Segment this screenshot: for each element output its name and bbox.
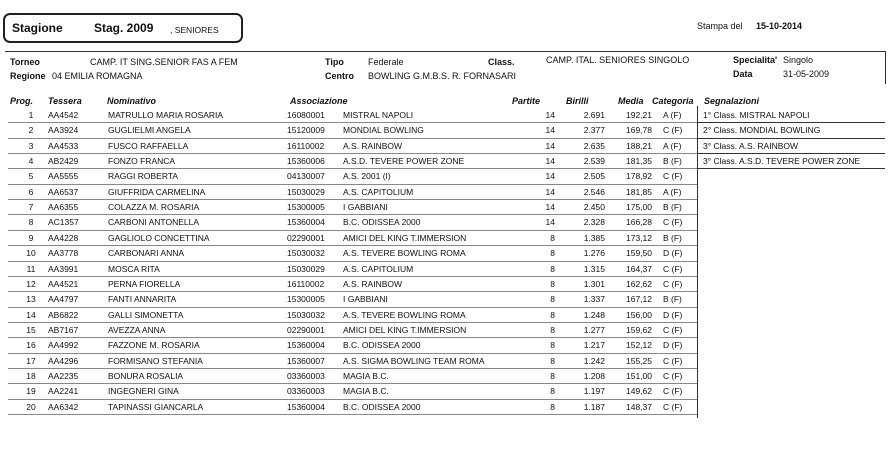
cell-nome: CARBONI ANTONELLA	[108, 217, 200, 228]
cell-cat: A (F)	[663, 110, 682, 120]
cell-prog: 19	[26, 386, 36, 397]
table-row	[8, 231, 688, 245]
cell-prog: 4	[28, 156, 34, 167]
cell-code: 02290001	[287, 232, 325, 243]
cell-code: 02290001	[287, 324, 325, 335]
cell-cat: B (F)	[663, 232, 682, 243]
cell-birilli: 1.385	[583, 232, 605, 243]
cell-birilli: 1.337	[583, 294, 605, 305]
cell-tessera: AA6342	[48, 401, 79, 412]
table-row	[8, 139, 688, 153]
cell-assoc: I GABBIANI	[343, 294, 388, 305]
cell-assoc: B.C. ODISSEA 2000	[343, 217, 421, 228]
segnalazione-item: 2° Class. MONDIAL BOWLING	[703, 125, 821, 136]
cell-tessera: AA4992	[48, 340, 79, 351]
table-row	[8, 262, 688, 276]
cell-code: 15360007	[287, 355, 325, 366]
class-value: CAMP. ITAL. SENIORES SINGOLO	[546, 55, 690, 65]
col-associazione: Associazione	[290, 96, 348, 106]
class-label: Class.	[488, 57, 515, 67]
cell-partite: 14	[545, 110, 555, 120]
cell-assoc: AMICI DEL KING T.IMMERSION	[343, 324, 467, 335]
cell-prog: 17	[26, 355, 36, 366]
col-partite: Partite	[512, 96, 541, 106]
cell-prog: 2	[28, 125, 34, 136]
cell-partite: 14	[545, 140, 555, 151]
cell-tessera: AA4296	[48, 355, 79, 366]
table-row	[8, 323, 688, 337]
cell-nome: FAZZONE M. ROSARIA	[108, 340, 200, 351]
cell-nome: FONZO FRANCA	[108, 156, 176, 167]
col-nominativo: Nominativo	[107, 96, 157, 106]
cell-assoc: AMICI DEL KING T.IMMERSION	[343, 232, 467, 243]
cell-prog: 7	[28, 202, 34, 213]
cell-birilli: 2.505	[583, 171, 605, 182]
cell-nome: GIUFFRIDA CARMELINA	[108, 186, 206, 197]
table-row	[8, 277, 688, 291]
print-label: Stampa del	[697, 21, 743, 31]
cell-birilli: 1.277	[583, 324, 605, 335]
cell-cat: C (F)	[663, 355, 683, 366]
cell-birilli: 2.539	[583, 156, 605, 167]
cell-cat: C (F)	[663, 324, 683, 335]
cell-partite: 8	[550, 340, 555, 351]
cell-cat: B (F)	[663, 202, 682, 213]
cell-media: 181,35	[626, 156, 652, 167]
table-row	[8, 169, 688, 183]
table-row	[8, 185, 688, 199]
print-date: 15-10-2014	[756, 21, 803, 31]
col-tessera: Tessera	[48, 96, 82, 106]
cell-cat: B (F)	[663, 156, 682, 167]
cell-tessera: AA2241	[48, 386, 79, 397]
cell-cat: C (F)	[663, 217, 683, 228]
cell-prog: 8	[28, 217, 34, 228]
cell-partite: 8	[550, 355, 555, 366]
cell-partite: 8	[550, 278, 555, 289]
table-row	[8, 384, 688, 398]
cell-birilli: 2.450	[583, 202, 605, 213]
cell-birilli: 2.635	[583, 140, 605, 151]
info-top-rule	[5, 51, 885, 52]
cell-nome: INGEGNERI GINA	[108, 386, 179, 397]
tipo-label: Tipo	[325, 57, 344, 67]
cell-media: 175,00	[626, 202, 652, 213]
centro-label: Centro	[325, 71, 354, 81]
cell-assoc: A.S. 2001 (I)	[343, 171, 391, 182]
table-row	[8, 400, 688, 414]
cell-tessera: AB2429	[48, 156, 79, 167]
cell-code: 15300005	[287, 294, 325, 305]
cell-partite: 8	[550, 370, 555, 381]
cell-prog: 3	[28, 140, 34, 151]
season-category: , SENIORES	[170, 25, 219, 35]
cell-assoc: A.S. CAPITOLIUM	[343, 186, 414, 197]
cell-assoc: MISTRAL NAPOLI	[343, 110, 414, 120]
regione-label: Regione	[10, 71, 46, 81]
cell-nome: COLAZZA M. ROSARIA	[108, 202, 200, 213]
cell-tessera: AA5555	[48, 171, 79, 182]
specialita-label: Specialita'	[733, 55, 778, 65]
cell-code: 15300005	[287, 202, 325, 213]
cell-birilli: 2.691	[583, 110, 605, 120]
cell-partite: 14	[545, 186, 555, 197]
cell-media: 162,62	[626, 278, 652, 289]
cell-birilli: 2.328	[583, 217, 605, 228]
season-value: Stag. 2009	[94, 21, 154, 35]
cell-code: 15030029	[287, 263, 325, 274]
cell-prog: 9	[28, 232, 34, 243]
cell-media: 167,12	[626, 294, 652, 305]
cell-nome: PERNA FIORELLA	[108, 278, 181, 289]
cell-prog: 5	[28, 171, 34, 182]
cell-assoc: A.S. TEVERE BOWLING ROMA	[343, 248, 466, 259]
cell-nome: GUGLIELMI ANGELA	[108, 125, 191, 136]
season-label: Stagione	[12, 21, 63, 35]
cell-cat: C (F)	[663, 263, 683, 274]
cell-nome: FANTI ANNARITA	[108, 294, 177, 305]
cell-nome: GALLI SIMONETTA	[108, 309, 184, 320]
table-row	[8, 246, 688, 260]
cell-media: 155,25	[626, 355, 652, 366]
cell-code: 15360004	[287, 401, 325, 412]
torneo-value: CAMP. IT SING.SENIOR FAS A FEM	[90, 57, 238, 67]
cell-assoc: A.S.D. TEVERE POWER ZONE	[343, 156, 465, 167]
cell-cat: A (F)	[663, 140, 682, 151]
cell-code: 16110002	[287, 278, 325, 289]
col-segnalazioni: Segnalazioni	[704, 96, 760, 106]
cell-tessera: AA4228	[48, 232, 79, 243]
cell-nome: RAGGI ROBERTA	[108, 171, 179, 182]
cell-code: 03360003	[287, 386, 325, 397]
cell-media: 181,85	[626, 186, 652, 197]
cell-assoc: B.C. ODISSEA 2000	[343, 401, 421, 412]
cell-prog: 14	[26, 309, 36, 320]
segnalazione-separator	[697, 122, 885, 123]
cell-cat: A (F)	[663, 186, 682, 197]
cell-code: 15120009	[287, 125, 325, 136]
cell-birilli: 1.301	[583, 278, 605, 289]
cell-tessera: AA6355	[48, 202, 79, 213]
cell-code: 15030029	[287, 186, 325, 197]
table-row	[8, 123, 688, 137]
cell-assoc: B.C. ODISSEA 2000	[343, 340, 421, 351]
torneo-label: Torneo	[10, 57, 40, 67]
cell-partite: 8	[550, 232, 555, 243]
col-categoria: Categoria	[652, 96, 694, 106]
cell-assoc: MAGIA B.C.	[343, 386, 389, 397]
cell-assoc: A.S. RAINBOW	[343, 140, 403, 151]
cell-cat: C (F)	[663, 278, 683, 289]
segnalazione-item: 3° Class. A.S. RAINBOW	[703, 140, 799, 151]
cell-media: 192,21	[626, 110, 652, 120]
cell-code: 04130007	[287, 171, 325, 182]
cell-tessera: AB7167	[48, 324, 79, 335]
cell-cat: D (F)	[663, 248, 683, 259]
cell-tessera: AA4797	[48, 294, 79, 305]
cell-code: 15360006	[287, 156, 325, 167]
cell-nome: FUSCO RAFFAELLA	[108, 140, 189, 151]
cell-media: 159,62	[626, 324, 652, 335]
cell-media: 169,78	[626, 125, 652, 136]
cell-media: 152,12	[626, 340, 652, 351]
cell-prog: 1	[28, 110, 34, 120]
segnalazione-item: 3° Class. A.S.D. TEVERE POWER ZONE	[703, 156, 861, 167]
col-media: Media	[618, 96, 644, 106]
table-row	[8, 369, 688, 383]
regione-value: 04 EMILIA ROMAGNA	[52, 71, 143, 81]
cell-birilli: 1.248	[583, 309, 605, 320]
cell-tessera: AA4533	[48, 140, 79, 151]
cell-code: 16110002	[287, 140, 325, 151]
cell-cat: C (F)	[663, 401, 683, 412]
cell-nome: TAPINASSI GIANCARLA	[108, 401, 204, 412]
cell-assoc: A.S. SIGMA BOWLING TEAM ROMA	[343, 355, 485, 366]
cell-nome: MOSCA RITA	[108, 263, 160, 274]
cell-partite: 14	[545, 202, 555, 213]
cell-cat: D (F)	[663, 309, 683, 320]
col-birilli: Birilli	[566, 96, 589, 106]
cell-prog: 11	[26, 263, 36, 274]
info-right-rule	[885, 51, 886, 84]
cell-partite: 8	[550, 386, 555, 397]
cell-partite: 14	[545, 217, 555, 228]
centro-value: BOWLING G.M.B.S. R. FORNASARI	[368, 71, 517, 81]
cell-tessera: AA6537	[48, 186, 79, 197]
cell-code: 15030032	[287, 248, 325, 259]
segnalazione-separator	[697, 138, 885, 139]
cell-cat: C (F)	[663, 370, 683, 381]
cell-media: 159,50	[626, 248, 652, 259]
segnalazione-separator	[697, 153, 885, 154]
cell-prog: 12	[26, 278, 36, 289]
tipo-value: Federale	[368, 57, 404, 67]
cell-partite: 14	[545, 171, 555, 182]
table-row	[8, 354, 688, 368]
cell-prog: 10	[26, 248, 36, 259]
cell-nome: FORMISANO STEFANIA	[108, 355, 203, 366]
segnalazione-item: 1° Class. MISTRAL NAPOLI	[703, 110, 810, 120]
cell-code: 15030032	[287, 309, 325, 320]
cell-assoc: A.S. RAINBOW	[343, 278, 403, 289]
cell-partite: 8	[550, 401, 555, 412]
cell-birilli: 1.315	[583, 263, 605, 274]
cell-birilli: 1.187	[583, 401, 605, 412]
cell-assoc: A.S. CAPITOLIUM	[343, 263, 414, 274]
cell-tessera: AC1357	[48, 217, 79, 228]
segnalazione-separator	[697, 168, 885, 169]
cell-media: 166,28	[626, 217, 652, 228]
table-row	[8, 292, 688, 306]
specialita-value: Singolo	[783, 55, 814, 65]
cell-media: 151,00	[626, 370, 652, 381]
cell-media: 149,62	[626, 386, 652, 397]
table-row	[8, 308, 688, 322]
cell-cat: B (F)	[663, 294, 682, 305]
cell-partite: 14	[545, 125, 555, 136]
cell-tessera: AA4542	[48, 110, 79, 120]
data-label: Data	[733, 69, 753, 79]
cell-assoc: MAGIA B.C.	[343, 370, 389, 381]
row-separator	[8, 414, 698, 415]
cell-nome: AVEZZA ANNA	[108, 324, 166, 335]
cell-birilli: 1.197	[583, 386, 605, 397]
cell-tessera: AA3991	[48, 263, 79, 274]
cell-media: 156,00	[626, 309, 652, 320]
cell-nome: GAGLIOLO CONCETTINA	[108, 232, 210, 243]
table-row	[8, 200, 688, 214]
cell-cat: D (F)	[663, 340, 683, 351]
cell-nome: MATRULLO MARIA ROSARIA	[108, 110, 224, 120]
cell-tessera: AB6822	[48, 309, 79, 320]
cell-cat: C (F)	[663, 386, 683, 397]
cell-code: 16080001	[287, 110, 325, 120]
cell-assoc: MONDIAL BOWLING	[343, 125, 424, 136]
cell-birilli: 1.217	[583, 340, 605, 351]
cell-prog: 18	[26, 370, 36, 381]
cell-tessera: AA3924	[48, 125, 79, 136]
cell-partite: 8	[550, 324, 555, 335]
cell-tessera: AA2235	[48, 370, 79, 381]
cell-birilli: 2.546	[583, 186, 605, 197]
cell-tessera: AA3778	[48, 248, 79, 259]
col-prog: Prog.	[10, 96, 34, 106]
cell-media: 178,92	[626, 171, 652, 182]
cell-code: 15360004	[287, 217, 325, 228]
cell-birilli: 2.377	[583, 125, 605, 136]
cell-partite: 14	[545, 156, 555, 167]
cell-birilli: 1.242	[583, 355, 605, 366]
cell-nome: BONURA ROSALIA	[108, 370, 184, 381]
table-row	[8, 108, 688, 122]
cell-media: 148,37	[626, 401, 652, 412]
cell-birilli: 1.208	[583, 370, 605, 381]
cell-cat: C (F)	[663, 125, 683, 136]
cell-media: 188,21	[626, 140, 652, 151]
cell-prog: 6	[28, 186, 34, 197]
cell-birilli: 1.276	[583, 248, 605, 259]
cell-partite: 8	[550, 248, 555, 259]
cell-prog: 13	[26, 294, 36, 305]
table-row	[8, 154, 688, 168]
cell-prog: 16	[26, 340, 36, 351]
cell-cat: C (F)	[663, 171, 683, 182]
cell-nome: CARBONARI ANNA	[108, 248, 185, 259]
table-row	[8, 215, 688, 229]
cell-code: 15360004	[287, 340, 325, 351]
cell-assoc: I GABBIANI	[343, 202, 388, 213]
cell-partite: 8	[550, 263, 555, 274]
cell-assoc: A.S. TEVERE BOWLING ROMA	[343, 309, 466, 320]
cell-partite: 8	[550, 309, 555, 320]
table-row	[8, 338, 688, 352]
cell-tessera: AA4521	[48, 278, 79, 289]
cell-code: 03360003	[287, 370, 325, 381]
data-value: 31-05-2009	[783, 69, 830, 79]
cell-prog: 15	[26, 324, 36, 335]
cell-partite: 8	[550, 294, 555, 305]
cell-prog: 20	[26, 401, 36, 412]
cell-media: 164,37	[626, 263, 652, 274]
cell-media: 173,12	[626, 232, 652, 243]
